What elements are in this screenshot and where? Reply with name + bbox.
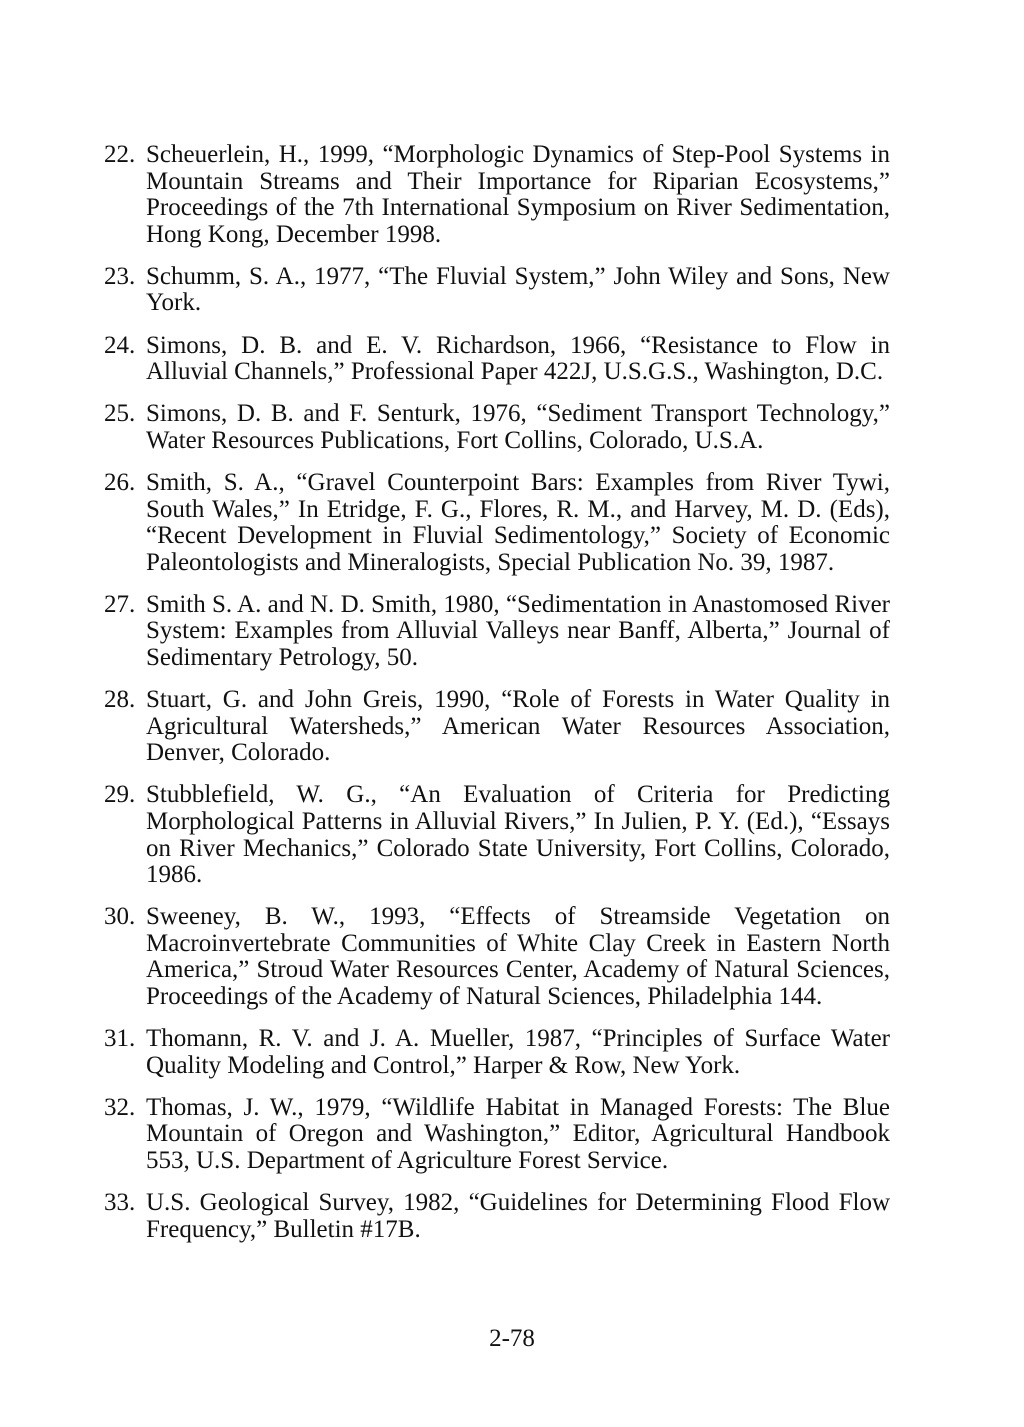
- reference-item: [104, 782, 890, 888]
- reference-item: [104, 264, 890, 317]
- reference-number: 22.: [104, 141, 136, 168]
- reference-number: 24.: [104, 331, 136, 359]
- reference-number: 27.: [104, 590, 136, 618]
- reference-text: Schumm, S. A., 1977, “The Fluvial System,” John Wiley and Sons, New York.: [146, 262, 890, 317]
- reference-text: Simons, D. B. and E. V. Richardson, 1966, “Resistance to Flow in Alluvial Channels,” Professional Paper 422J, U.S.G.S., Washington, D.C.: [146, 331, 890, 386]
- reference-number: 28.: [104, 686, 136, 714]
- reference-number: 23.: [104, 262, 136, 290]
- reference-item: [104, 1190, 890, 1243]
- reference-item: [104, 1095, 890, 1175]
- reference-item: [104, 333, 890, 386]
- reference-text: Stubblefield, W. G., “An Evaluation of Criteria for Predicting Morphological Patterns in Alluvial Rivers,” In Julien, P. Y. (Ed.), “Essays on River Mechanics,” Colorado State University, Fort Collins, Colorado, 1986.: [146, 781, 890, 889]
- reference-text: Stuart, G. and John Greis, 1990, “Role of Forests in Water Quality in Agricultural Watersheds,” American Water Resources Association, Denver, Colorado.: [146, 686, 890, 767]
- reference-text: Thomann, R. V. and J. A. Mueller, 1987, “Principles of Surface Water Quality Modeling and Control,” Harper & Row, New York.: [146, 1025, 890, 1079]
- reference-number: 25.: [104, 400, 136, 428]
- reference-item: [104, 592, 890, 672]
- reference-number: 33.: [104, 1189, 136, 1217]
- reference-number: 32.: [104, 1093, 136, 1121]
- reference-item: [104, 470, 890, 576]
- reference-number: 26.: [104, 468, 136, 496]
- reference-item: [104, 142, 890, 248]
- reference-item: [104, 1026, 890, 1079]
- reference-text: Smith, S. A., “Gravel Counterpoint Bars: Examples from River Tywi, South Wales,” In Etridge, F. G., Flores, R. M., and Harvey, M. D. (Eds), “Recent Development in Fluvial Sedimentology,” Society of Economic Paleontologists and Mineralogists, Special Publication No. 39, 1987.: [146, 468, 890, 576]
- reference-number: 29.: [104, 781, 136, 809]
- page-number: 2-78: [489, 1325, 535, 1352]
- reference-text: Thomas, J. W., 1979, “Wildlife Habitat in Managed Forests: The Blue Mountain of Oregon and Washington,” Editor, Agricultural Handbook 553, U.S. Department of Agriculture Forest Service.: [146, 1093, 890, 1174]
- reference-item: [104, 904, 890, 1010]
- reference-number: 30.: [104, 903, 136, 931]
- reference-text: Simons, D. B. and F. Senturk, 1976, “Sediment Transport Technology,” Water Resources Publications, Fort Collins, Colorado, U.S.A.: [146, 400, 890, 454]
- reference-text: U.S. Geological Survey, 1982, “Guidelines for Determining Flood Flow Frequency,” Bulletin #17B.: [146, 1189, 890, 1243]
- reference-text: Scheuerlein, H., 1999, “Morphologic Dynamics of Step-Pool Systems in Mountain Streams and Their Importance for Riparian Ecosystems,” Proceedings of the 7th International Symposium on River Sedimentation, Hong Kong, December 1998.: [146, 141, 890, 248]
- reference-text: Smith S. A. and N. D. Smith, 1980, “Sedimentation in Anastomosed River System: Examples from Alluvial Valleys near Banff, Alberta,” Journal of Sedimentary Petrology, 50.: [146, 590, 890, 671]
- reference-list: [104, 142, 890, 1259]
- reference-number: 31.: [104, 1025, 136, 1053]
- reference-item: [104, 687, 890, 767]
- reference-text: Sweeney, B. W., 1993, “Effects of Streamside Vegetation on Macroinvertebrate Communities of White Clay Creek in Eastern North America,” Stroud Water Resources Center, Academy of Natural Sciences, Proceedings of the Academy of Natural Sciences, Philadelphia 144.: [146, 903, 890, 1011]
- reference-item: [104, 401, 890, 454]
